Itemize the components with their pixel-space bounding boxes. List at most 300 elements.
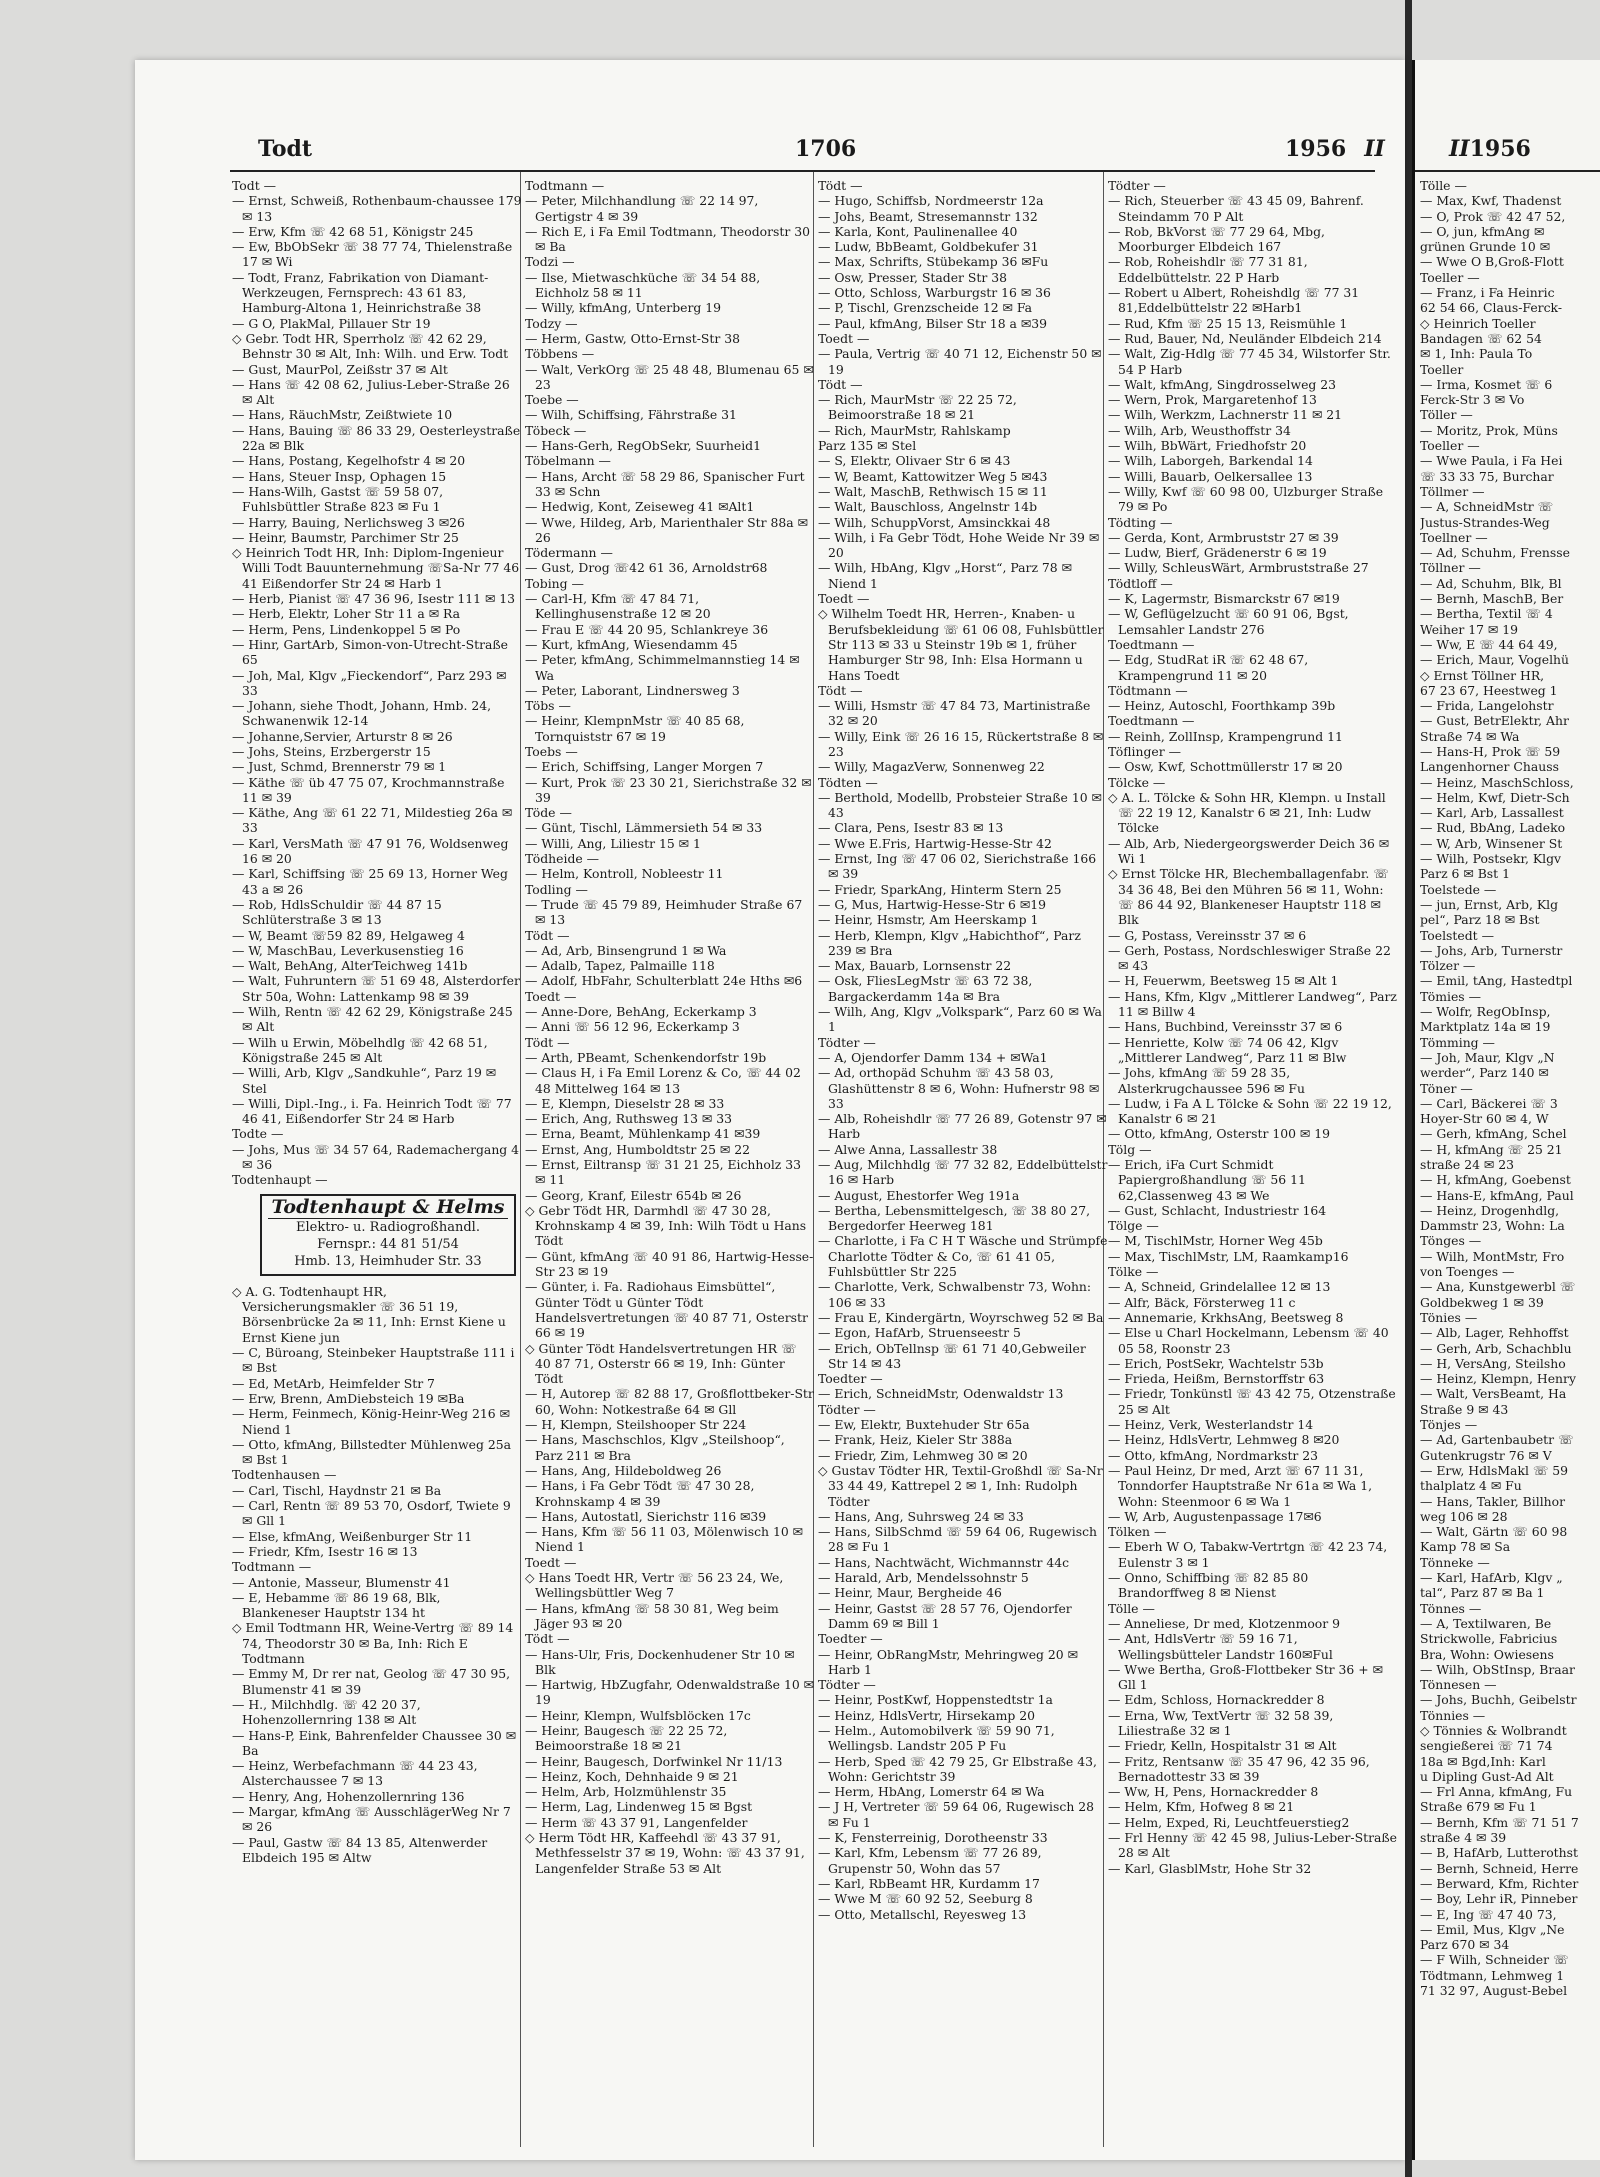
directory-entry: — Erich, PostSekr, Wachtelstr 53b [1108, 1355, 1324, 1371]
directory-entry: — Walt, Zig-Hdlg ☏ 77 45 34, Wilstorfer Str. 54 P Harb [1108, 346, 1391, 377]
directory-entry: — Ad, Schuhm, Frensse [1420, 545, 1570, 561]
directory-entry: — Ad, orthopäd Schuhm ☏ 43 58 03, Glashüttenstr 8 ✉ 6, Wohn: Hufnerstr 98 ✉ 33 [818, 1065, 1100, 1111]
surname-heading: Tönneke — [1420, 1554, 1490, 1570]
directory-entry: — Hans, Kfm, Klgv „Mittlerer Landweg“, Parz 11 ✉ Billw 4 [1108, 988, 1397, 1020]
surname-heading: Tödter — [818, 1034, 876, 1050]
directory-entry: — Anni ☏ 56 12 96, Eckerkamp 3 [525, 1019, 740, 1035]
directory-entry: — Helm, Arb, Holzmühlenstr 35 [525, 1784, 727, 1800]
directory-entry: — Wilh, Rentn ☏ 42 62 29, Königstraße 245 ✉ Alt [232, 1004, 513, 1035]
directory-entry: — Ludw, i Fa A L Tölcke & Sohn ☏ 22 19 12, Kanalstr 6 ✉ 21 [1108, 1095, 1392, 1127]
directory-entry: — Ww, H, Pens, Hornackredder 8 [1108, 1784, 1319, 1800]
directory-entry: — Hans, i Fa Gebr Tödt ☏ 47 30 28, Krohnskamp 4 ✉ 39 [525, 1478, 755, 1509]
directory-entry: — Ana, Kunstgewerbl ☏ [1420, 1279, 1576, 1295]
directory-entry: — G O, PlakMal, Pillauer Str 19 [232, 315, 431, 331]
directory-entry: — A, Textilwaren, Be [1420, 1615, 1552, 1631]
directory-entry: — Hedwig, Kont, Zeiseweg 41 ✉Alt1 [525, 499, 755, 515]
directory-entry: — Berthold, Modellb, Probsteier Straße 10 ✉ 43 [818, 789, 1102, 821]
directory-entry: — Charlotte, Verk, Schwalbenstr 73, Wohn: 106 ✉ 33 [818, 1279, 1092, 1310]
directory-entry: — Ew, Elektr, Buxtehuder Str 65a [818, 1417, 1030, 1433]
directory-entry: — E, Hebamme ☏ 86 19 68, Blk, Blankeneser Hauptstr 134 ht [232, 1589, 441, 1621]
directory-entry: — Johs, Beamt, Stresemannstr 132 [818, 208, 1038, 224]
directory-entry: — Henriette, Kolw ☏ 74 06 42, Klgv „Mittlerer Landweg“, Parz 11 ✉ Blw [1108, 1034, 1347, 1065]
directory-entry: — Helm., Automobilverk ☏ 59 90 71, Wellingsb. Landstr 205 P Fu [818, 1722, 1055, 1754]
next-header-rule [1415, 170, 1600, 172]
directory-entry: — Anne-Dore, BehAng, Eckerkamp 3 [525, 1004, 757, 1020]
directory-entry: — Willy, kfmAng, Unterberg 19 [525, 300, 722, 316]
directory-entry: — H, Autorep ☏ 82 88 17, Großflottbeker-Str 60, Wohn: Notkestraße 64 ✉ Gll [525, 1386, 814, 1417]
directory-entry: — Heinz, HdlsVertr, Hirsekamp 20 [818, 1707, 1036, 1723]
surname-heading: Töller — [1420, 407, 1473, 423]
directory-entry: — E, Klempn, Dieselstr 28 ✉ 33 [525, 1095, 725, 1111]
directory-entry: ◇ A. G. Todtenhaupt HR, Versicherungsmakler ☏ 36 51 19, Börsenbrücke 2a ✉ 11, Inh: Ernst Kiene u Ernst Kiene jun [232, 1283, 506, 1345]
surname-heading: Tödtmann, Lehmweg 1 [1420, 1967, 1565, 1983]
directory-entry: — Erna, Beamt, Mühlenkamp 41 ✉39 [525, 1126, 761, 1142]
directory-column-4 [1108, 178, 1398, 1876]
advertisement-phone: Fernspr.: 44 81 51/54 [317, 1236, 459, 1252]
surname-heading: Tönjes — [1420, 1417, 1478, 1433]
directory-entry: ◇ Ernst Tölcke HR, Blechemballagenfabr. ☏ 34 36 48, Bei den Mühren 56 ✉ 11, Wohn: ☏ 86 44 92, Blankeneser Hauptstr 118 ✉ Blk [1108, 866, 1389, 928]
surname-heading: Todtmann — [525, 178, 605, 193]
directory-entry: — Wwe Paula, i Fa Hei [1420, 453, 1563, 469]
directory-entry: ◇ Herm Tödt HR, Kaffeehdl ☏ 43 37 91, Methfesselstr 37 ✉ 19, Wohn: ☏ 43 37 91, Langenfelder Straße 53 ✉ Alt [525, 1830, 805, 1876]
surname-heading: Tödter — [818, 1677, 876, 1693]
directory-entry: — Wilh, Postsekr, Klgv [1420, 851, 1562, 867]
directory-entry: — Helm, Kfm, Hofweg 8 ✉ 21 [1108, 1799, 1295, 1815]
surname-heading: 18a ✉ Bgd,Inh: Karl [1420, 1753, 1546, 1769]
directory-entry: — H, Klempn, Steilshooper Str 224 [525, 1417, 747, 1433]
surname-heading: Todtenhaupt — [232, 1172, 328, 1188]
directory-entry: — Carl, Bäckerei ☏ 3 [1420, 1095, 1558, 1111]
directory-entry: — Johs, Mus ☏ 34 57 64, Rademachergang 4 ✉ 36 [232, 1141, 520, 1172]
directory-entry: — Hans, Takler, Billhor [1420, 1493, 1566, 1509]
directory-entry: — H, Feuerwm, Beetsweg 15 ✉ Alt 1 [1108, 973, 1339, 989]
directory-entry: — Günter, i. Fa. Radiohaus Eimsbüttel“, Günter Tödt u Günter Tödt Handelsvertretungen ☏ 40 87 71, Osterstr 66 ✉ 19 [525, 1279, 808, 1341]
directory-entry: — Clara, Pens, Isestr 83 ✉ 13 [818, 820, 1004, 836]
directory-entry: — Kurt, kfmAng, Wiesendamm 45 [525, 636, 738, 652]
directory-column-1 [232, 178, 522, 1865]
directory-entry: — Henry, Ang, Hohenzollernring 136 [232, 1788, 465, 1804]
directory-entry: — Gust, MaurPol, Zeißstr 37 ✉ Alt [232, 361, 448, 377]
surname-heading: Toelstedt — [1420, 927, 1494, 943]
directory-entry: — Paul Heinz, Dr med, Arzt ☏ 67 11 31, Tonndorfer Hauptstraße Nr 61a ✉ Wa 1, Wohn: Steenmoor 6 ✉ Wa 1 [1108, 1462, 1373, 1509]
header-rule [230, 170, 1375, 172]
directory-entry: — Heinz, Autoschl, Foorthkamp 39b [1108, 698, 1336, 714]
directory-entry: — Gerh, kfmAng, Schel [1420, 1126, 1567, 1142]
directory-entry: — K, Lagermstr, Bismarckstr 67 ✉19 [1108, 591, 1340, 607]
surname-heading: Toedter — [818, 1371, 883, 1387]
directory-entry: — Wilh, HbAng, Klgv „Horst“, Parz 78 ✉ Niend 1 [818, 560, 1072, 591]
directory-entry: — Ludw, Bierf, Grädenerstr 6 ✉ 19 [1108, 545, 1327, 561]
directory-entry: — W, Beamt, Kattowitzer Weg 5 ✉43 [818, 468, 1048, 484]
page-header-name: Todt [258, 136, 313, 162]
directory-entry: — Antonie, Masseur, Blumenstr 41 [232, 1574, 451, 1590]
surname-heading: Tömies — [1420, 988, 1481, 1004]
directory-entry: — Walt, VersBeamt, Ha [1420, 1386, 1567, 1402]
directory-entry: — Hans, kfmAng ☏ 58 30 81, Weg beim Jäger 93 ✉ 20 [525, 1600, 779, 1631]
directory-entry: ◇ Gustav Tödter HR, Textil-Großhdl ☏ Sa-Nr 33 44 49, Kattrepel 2 ✉ 1, Inh: Rudolph Tödter [818, 1462, 1103, 1509]
surname-heading: Tölcke — [1108, 774, 1166, 790]
directory-entry: — Anneliese, Dr med, Klotzenmoor 9 [1108, 1615, 1340, 1631]
directory-entry: — Arth, PBeamt, Schenkendorfstr 19b [525, 1049, 767, 1065]
directory-entry: — Carl, Rentn ☏ 89 53 70, Osdorf, Twiete 9 ✉ Gll 1 [232, 1498, 511, 1529]
directory-entry: — Heinr, KlempnMstr ☏ 40 85 68, Tornquiststr 67 ✉ 19 [525, 713, 745, 744]
directory-entry: — H., Milchhdlg. ☏ 42 20 37, Hohenzollernring 138 ✉ Alt [232, 1696, 421, 1728]
directory-entry: — Wilh, Arb, Weusthoffstr 34 [1108, 422, 1291, 438]
surname-heading: Tölle — [1108, 1600, 1155, 1616]
directory-entry: — Rud, BbAng, Ladeko [1420, 820, 1566, 836]
directory-entry: — Günt, kfmAng ☏ 40 91 86, Hartwig-Hesse-Str 23 ✉ 19 [525, 1248, 814, 1280]
directory-entry: ◇ Emil Todtmann HR, Weine-Vertrg ☏ 89 14 74, Theodorstr 30 ✉ Ba, Inh: Rich E Todtmann [232, 1620, 514, 1667]
surname-heading: Töbs — [525, 698, 571, 714]
directory-entry: — Heinz, Verk, Westerlandstr 14 [1108, 1417, 1314, 1433]
directory-entry: — Ew, BbObSekr ☏ 38 77 74, Thielenstraße 17 ✉ Wi [232, 239, 513, 270]
surname-heading: straße 24 ✉ 23 [1420, 1157, 1514, 1172]
directory-entry: — Hans-E, kfmAng, Paul [1420, 1187, 1574, 1203]
directory-entry: — Karl, RbBeamt HR, Kurdamm 17 [818, 1875, 1040, 1891]
surname-heading: werder“, Parz 140 ✉ [1420, 1065, 1549, 1081]
directory-entry: — Gerh, Postass, Nordschleswiger Straße 22 ✉ 43 [1108, 942, 1391, 974]
surname-heading: Tölg — [1108, 1141, 1152, 1157]
surname-heading: Bandagen ☏ 62 54 [1420, 330, 1542, 346]
directory-entry: — Johs, Steins, Erzbergerstr 15 [232, 743, 431, 759]
directory-entry: — Willi, Ang, Liliestr 15 ✉ 1 [525, 835, 701, 851]
directory-entry: — Friedr, Tonkünstl ☏ 43 42 75, Otzenstraße 25 ✉ Alt [1108, 1386, 1396, 1417]
directory-entry: — Heinr, Gastst ☏ 28 57 76, Ojendorfer Damm 69 ✉ Bill 1 [818, 1600, 1072, 1631]
directory-entry: — Frau E, Kindergärtn, Woyrschweg 52 ✉ Ba [818, 1309, 1104, 1325]
surname-heading: Tödermann — [525, 545, 613, 561]
directory-entry: — Frieda, Heißm, Bernstorffstr 63 [1108, 1371, 1325, 1387]
book-gutter [1405, 0, 1412, 2177]
directory-entry: — Edm, Schloss, Hornackredder 8 [1108, 1692, 1325, 1708]
directory-entry: — Heinr, ObRangMstr, Mehringweg 20 ✉ Harb 1 [818, 1646, 1079, 1677]
directory-entry: ◇ Ernst Töllner HR, [1420, 667, 1545, 683]
directory-entry: — C, Büroang, Steinbeker Hauptstraße 111 i ✉ Bst [232, 1345, 515, 1376]
directory-entry: — Wern, Prok, Margaretenhof 13 [1108, 392, 1317, 408]
directory-entry: — Hans ☏ 42 08 62, Julius-Leber-Straße 26 ✉ Alt [232, 376, 510, 408]
surname-heading: Toelstede — [1420, 881, 1497, 897]
directory-entry: — Rob, BkVorst ☏ 77 29 64, Mbg, Moorburger Elbdeich 167 [1108, 223, 1325, 255]
surname-heading: pel“, Parz 18 ✉ Bst [1420, 912, 1540, 928]
directory-entry: — Moritz, Prok, Müns [1420, 422, 1558, 438]
surname-heading: Langenhorner Chauss [1420, 759, 1559, 775]
surname-heading: Goldbekweg 1 ✉ 39 [1420, 1294, 1544, 1310]
directory-entry: ◇ Gebr Tödt HR, Darmhdl ☏ 47 30 28, Krohnskamp 4 ✉ 39, Inh: Wilh Tödt u Hans Tödt [525, 1202, 807, 1249]
page-header-year [1285, 136, 1385, 162]
directory-entry: — Peter, Laborant, Lindnersweg 3 [525, 682, 740, 698]
directory-entry: ◇ Hans Toedt HR, Vertr ☏ 56 23 24, We, Wellingsbüttler Weg 7 [525, 1570, 784, 1601]
directory-entry: — Erich, Schiffsing, Langer Morgen 7 [525, 759, 764, 775]
directory-entry: ◇ A. L. Tölcke & Sohn HR, Klempn. u Install ☏ 22 19 12, Kanalstr 6 ✉ 21, Inh: Ludw Tölcke [1108, 789, 1386, 836]
directory-entry: — Hans, Maschschlos, Klgv „Steilshoop“, Parz 211 ✉ Bra [525, 1432, 785, 1463]
directory-entry: — Friedr, Zim, Lehmweg 30 ✉ 20 [818, 1447, 1028, 1463]
directory-entry: — Willy, Eink ☏ 26 16 15, Rückertstraße 8 ✉ 23 [818, 728, 1104, 759]
directory-entry: — Carl-H, Kfm ☏ 47 84 71, Kellinghusenstraße 12 ✉ 20 [525, 591, 711, 622]
directory-entry: — Max, Schrifts, Stübekamp 36 ✉Fu [818, 254, 1049, 270]
surname-heading: Strickwolle, Fabricius [1420, 1631, 1558, 1647]
directory-entry: — Hugo, Schiffsb, Nordmeerstr 12a [818, 193, 1044, 209]
directory-entry: — Rob, HdlsSchuldir ☏ 44 87 15 Schlüterstraße 3 ✉ 13 [232, 896, 442, 928]
surname-heading: Toedt — [818, 330, 870, 346]
surname-heading: Kamp 78 ✉ Sa [1420, 1539, 1511, 1555]
directory-entry: — Carl, Tischl, Haydnstr 21 ✉ Ba [232, 1482, 442, 1498]
directory-entry: — Erw, HdlsMakl ☏ 59 [1420, 1462, 1569, 1478]
surname-heading: Tölge — [1108, 1218, 1159, 1234]
surname-heading: thalplatz 4 ✉ Fu [1420, 1478, 1522, 1494]
directory-entry: — Ww, E ☏ 44 64 49, [1420, 636, 1558, 652]
directory-entry: — W, Arb, Augustenpassage 17✉6 [1108, 1508, 1322, 1524]
directory-entry: — Ernst, Ing ☏ 47 06 02, Sierichstraße 166 ✉ 39 [818, 851, 1097, 882]
surname-heading: Töner — [1420, 1080, 1473, 1096]
directory-entry: — Hans, Autostatl, Sierichstr 116 ✉39 [525, 1508, 767, 1524]
directory-entry: — Willy, MagazVerw, Sonnenweg 22 [818, 759, 1045, 775]
surname-heading: Gutenkrugstr 76 ✉ V [1420, 1447, 1552, 1463]
directory-entry: — W, Beamt ☏59 82 89, Helgaweg 4 [232, 927, 465, 943]
surname-heading: Justus-Strandes-Weg [1420, 514, 1550, 530]
surname-heading: u Dipling Gust-Ad Alt [1420, 1768, 1554, 1784]
directory-entry: — Hans, Ang, Hildeboldweg 26 [525, 1462, 722, 1478]
surname-heading: Parz 6 ✉ Bst 1 [1420, 866, 1510, 882]
directory-entry: — P, Tischl, Grenzscheide 12 ✉ Fa [818, 300, 1032, 316]
directory-entry: ◇ Heinrich Todt HR, Inh: Diplom-Ingenieur Willi Todt Bauunternehmung ☏Sa-Nr 77 46 41 Eißendorfer Str 24 ✉ Harb 1 [232, 545, 520, 591]
directory-entry: ◇ Günter Tödt Handelsvertretungen HR ☏ 40 87 71, Osterstr 66 ✉ 19, Inh: Günter Tödt [525, 1340, 797, 1387]
directory-entry: — Emil, Mus, Klgv „Ne [1420, 1921, 1565, 1937]
directory-entry: — Heinr, Baugesch ☏ 22 25 72, Beimoorstraße 18 ✉ 21 [525, 1722, 728, 1754]
directory-entry: — Heinz, Koch, Dehnhaide 9 ✉ 21 [525, 1768, 739, 1784]
directory-entry: — Wilh, Schiffsing, Fährstraße 31 [525, 407, 737, 423]
surname-heading: Töbelmann — [525, 453, 611, 469]
directory-entry: — Willy, Kwf ☏ 60 98 00, Ulzburger Straße 79 ✉ Po [1108, 483, 1384, 515]
surname-heading: Todtenhausen — [232, 1467, 337, 1483]
directory-entry: — Hans, RäuchMstr, Zeißtwiete 10 [232, 407, 453, 423]
surname-heading: Tölke — [1108, 1264, 1159, 1280]
directory-entry: — Karla, Kont, Paulinenallee 40 [818, 223, 1018, 239]
directory-entry: — Gust, BetrElektr, Ahr [1420, 713, 1569, 729]
directory-entry: — Johann, siehe Thodt, Johann, Hmb. 24, Schwanenwik 12-14 [232, 698, 492, 729]
directory-entry: — Wilh, Laborgeh, Barkendal 14 [1108, 453, 1313, 469]
directory-entry: — Hinr, GartArb, Simon-von-Utrecht-Straße 65 [232, 636, 508, 668]
advertisement-box [260, 1194, 516, 1276]
surname-heading: Tölken — [1108, 1524, 1167, 1540]
directory-entry: — Margar, kfmAng ☏ AusschlägerWeg Nr 7 ✉ 26 [232, 1803, 511, 1835]
directory-entry: — Egon, HafArb, Struenseestr 5 [818, 1325, 1021, 1341]
directory-entry: — Heinr, Baumstr, Parchimer Str 25 [232, 529, 459, 545]
directory-entry: — Alfr, Bäck, Försterweg 11 c [1108, 1294, 1296, 1310]
directory-entry: — W, Arb, Winsener St [1420, 835, 1563, 851]
directory-entry: — Wwe Bertha, Groß-Flottbeker Str 36 + ✉ Gll 1 [1108, 1661, 1383, 1693]
surname-heading: Marktplatz 14a ✉ 19 [1420, 1019, 1551, 1035]
directory-entry: — Max, Kwf, Thadenst [1420, 193, 1562, 209]
directory-entry: — Johs, Arb, Turnerstr [1420, 942, 1563, 958]
directory-entry: — Willy, SchleusWärt, Armbruststraße 27 [1108, 560, 1369, 576]
directory-entry: — Else u Charl Hockelmann, Lebensm ☏ 40 05 58, Roonstr 23 [1108, 1325, 1389, 1356]
directory-entry: — Harry, Bauing, Nerlichsweg 3 ✉26 [232, 514, 465, 530]
directory-entry: — Heinr, Baugesch, Dorfwinkel Nr 11/13 [525, 1753, 783, 1769]
advertisement-address: Hmb. 13, Heimhuder Str. 33 [294, 1253, 482, 1269]
directory-entry: — Todt, Franz, Fabrikation von Diamant-Werkzeugen, Fernsprech: 43 61 83, Hamburg-Altona 1, Heinrichstraße 38 [232, 269, 489, 316]
directory-entry: — W, MaschBau, Leverkusenstieg 16 [232, 942, 464, 958]
surname-heading: Toedt — [525, 1554, 577, 1570]
directory-entry: — Willi, Dipl.-Ing., i. Fa. Heinrich Todt ☏ 77 46 41, Eißendorfer Str 24 ✉ Harb [232, 1095, 512, 1127]
directory-entry: — Hans, Postang, Kegelhofstr 4 ✉ 20 [232, 453, 466, 469]
surname-heading: Toedt — [525, 988, 577, 1004]
surname-heading: Todtmann — [232, 1559, 312, 1575]
directory-entry: — Bernh, MaschB, Ber [1420, 591, 1564, 607]
surname-heading: Toeller — [1420, 438, 1480, 454]
directory-entry: — Hans-H, Prok ☏ 59 [1420, 743, 1561, 759]
surname-heading: Straße 74 ✉ Wa [1420, 728, 1520, 744]
directory-entry: — Wwe O B,Groß-Flott [1420, 254, 1564, 270]
directory-entry: — A, Ojendorfer Damm 134 + ✉Wa1 [818, 1049, 1048, 1065]
directory-entry: — Wilh, BbWärt, Friedhofstr 20 [1108, 438, 1307, 454]
directory-entry: — Hartwig, HbZugfahr, Odenwaldstraße 10 ✉ 19 [525, 1677, 815, 1708]
directory-entry: — Herb, Elektr, Loher Str 11 a ✉ Ra [232, 606, 461, 622]
surname-heading: 71 32 97, August-Bebel [1420, 1983, 1568, 1999]
directory-entry: — Max, Bauarb, Lornsenstr 22 [818, 958, 1012, 974]
directory-entry: — Herb, Klempn, Klgv „Habichthof“, Parz 239 ✉ Bra [818, 927, 1081, 958]
directory-entry: — Ernst, Ang, Humboldtstr 25 ✉ 22 [525, 1141, 751, 1157]
directory-entry: — Edg, StudRat iR ☏ 62 48 67, Krampengrund 11 ✉ 20 [1108, 652, 1309, 683]
directory-entry: — Otto, kfmAng, Nordmarkstr 23 [1108, 1447, 1319, 1463]
directory-entry: — Else, kfmAng, Weißenburger Str 11 [232, 1528, 473, 1544]
directory-entry: — Onno, Schiffbing ☏ 82 85 80 Brandorffweg 8 ✉ Nienst [1108, 1570, 1309, 1601]
directory-entry: — Friedr, SparkAng, Hinterm Stern 25 [818, 881, 1062, 897]
directory-entry: — Hans, Ang, Suhrsweg 24 ✉ 33 [818, 1508, 1024, 1524]
directory-entry: — Walt, Bauschloss, Angelnstr 14b [818, 499, 1037, 515]
surname-heading: Töbeck — [525, 422, 587, 438]
directory-entry: — Eberh W O, Tabakw-Vertrtgn ☏ 42 23 74, Eulenstr 3 ✉ 1 [1108, 1539, 1388, 1570]
directory-entry: — Otto, Schloss, Warburgstr 16 ✉ 36 [818, 285, 1051, 301]
directory-entry: — Herb, Pianist ☏ 47 36 96, Isestr 111 ✉ 13 [232, 591, 516, 607]
surname-heading: Toedt — [818, 591, 870, 607]
directory-entry: — Bertha, Textil ☏ 4 [1420, 606, 1553, 622]
directory-entry: — Peter, kfmAng, Schimmelmannstieg 14 ✉ Wa [525, 652, 800, 683]
directory-entry: — Willi, Arb, Klgv „Sandkuhle“, Parz 19 ✉ Stel [232, 1065, 497, 1096]
next-year-text: 1956 [1469, 136, 1531, 162]
surname-heading: Tölle — [1420, 178, 1467, 193]
directory-entry: — Hans-Wilh, Gastst ☏ 59 58 07, Fuhlsbüttler Straße 823 ✉ Fu 1 [232, 483, 444, 515]
surname-heading: Toedter — [818, 1631, 883, 1647]
directory-entry: — Heinz, Werbefachmann ☏ 44 23 43, Alsterchaussee 7 ✉ 13 [232, 1758, 478, 1789]
next-volume-mark: II [1449, 136, 1470, 162]
directory-entry: — Erich, Ang, Ruthsweg 13 ✉ 33 [525, 1111, 733, 1127]
directory-entry: ◇ Tönnies & Wolbrandt [1420, 1722, 1567, 1738]
directory-entry: — B, HafArb, Lutterothst [1420, 1845, 1578, 1861]
directory-entry: — Heinz, MaschSchloss, [1420, 774, 1574, 790]
directory-entry: — Wilh u Erwin, Möbelhdlg ☏ 42 68 51, Königstraße 245 ✉ Alt [232, 1034, 488, 1065]
directory-entry: — Heinz, Drogenhdlg, [1420, 1202, 1560, 1218]
directory-entry: — Rich, Steuerber ☏ 43 45 09, Bahrenf. Steindamm 70 P Alt [1108, 193, 1364, 224]
directory-entry: — Walt, VerkOrg ☏ 25 48 48, Blumenau 65 ✉ 23 [525, 361, 814, 392]
surname-heading: Tönnesen — [1420, 1677, 1497, 1693]
directory-entry: — Herm, Gastw, Otto-Ernst-Str 38 [525, 330, 740, 346]
surname-heading: Dammstr 23, Wohn: La [1420, 1218, 1565, 1234]
surname-heading: Ferck-Str 3 ✉ Vo [1420, 392, 1525, 408]
directory-entry: — Walt, Fuhruntern ☏ 51 69 48, Alsterdorfer Str 50a, Wohn: Lattenkamp 98 ✉ 39 [232, 973, 520, 1004]
surname-heading: Töflinger — [1108, 743, 1181, 759]
directory-entry: — Max, TischlMstr, LM, Raamkamp16 [1108, 1248, 1349, 1264]
directory-entry: — Wwe E.Fris, Hartwig-Hesse-Str 42 [818, 835, 1052, 851]
directory-entry: — Osw, Kwf, Schottmüllerstr 17 ✉ 20 [1108, 759, 1343, 775]
surname-heading: Straße 679 ✉ Fu 1 [1420, 1799, 1537, 1815]
directory-entry: — Wilh, i Fa Gebr Tödt, Hohe Weide Nr 39 ✉ 20 [818, 529, 1100, 561]
directory-entry: — O, Prok ☏ 42 47 52, [1420, 208, 1566, 224]
surname-heading: Toebs — [525, 743, 578, 759]
directory-entry: — Johanne,Servier, Arturstr 8 ✉ 26 [232, 728, 453, 744]
surname-heading: Tödter — [818, 1401, 876, 1417]
surname-heading: Todzi — [525, 254, 575, 270]
directory-entry: — Ernst, Schweiß, Rothenbaum-chaussee 179 ✉ 13 [232, 193, 522, 224]
directory-entry: — Heinr, Klempn, Wulfsblöcken 17c [525, 1707, 751, 1723]
directory-entry: — Hans, Nachtwächt, Wichmannstr 44c [818, 1554, 1070, 1570]
directory-entry: — Walt, MaschB, Rethwisch 15 ✉ 11 [818, 483, 1048, 499]
surname-heading: von Toenges — [1420, 1264, 1515, 1280]
surname-heading: weg 106 ✉ 28 [1420, 1508, 1508, 1524]
directory-entry: — M, TischlMstr, Horner Weg 45b [1108, 1233, 1323, 1249]
directory-entry: — Ad, Schuhm, Blk, Bl [1420, 575, 1562, 591]
surname-heading: Tödt — [525, 1034, 570, 1050]
surname-heading: Tobing — [525, 575, 584, 591]
directory-entry: — Gerh, Arb, Schachblu [1420, 1340, 1572, 1356]
directory-entry: — Bertha, Lebensmittelgesch, ☏ 38 80 27, Bergedorfer Heerweg 181 [818, 1202, 1091, 1234]
directory-entry: — Reinh, ZollInsp, Krampengrund 11 [1108, 728, 1343, 744]
directory-entry: — Hans, SilbSchmd ☏ 59 64 06, Rugewisch 28 ✉ Fu 1 [818, 1524, 1098, 1555]
directory-entry: — Claus H, i Fa Emil Lorenz & Co, ☏ 44 02 48 Mittelweg 164 ✉ 13 [525, 1065, 801, 1096]
surname-heading: straße 4 ✉ 39 [1420, 1830, 1507, 1846]
surname-heading: Tödheide — [525, 851, 600, 867]
directory-entry: — Walt, BehAng, AlterTeichweg 141b [232, 958, 468, 974]
directory-entry: — Otto, Metallschl, Reyesweg 13 [818, 1906, 1027, 1922]
directory-entry: — Ludw, BbBeamt, Goldbekufer 31 [818, 239, 1039, 255]
surname-heading: Todt — [232, 178, 277, 193]
surname-heading: Straße 9 ✉ 43 [1420, 1401, 1509, 1417]
directory-entry: — Rud, Bauer, Nd, Neuländer Elbdeich 214 [1108, 330, 1382, 346]
surname-heading: Tödt — [525, 927, 570, 943]
directory-entry: — Herm, Feinmech, König-Heinr-Weg 216 ✉ Niend 1 [232, 1406, 510, 1437]
directory-entry: — Herb, Sped ☏ 42 79 25, Gr Elbstraße 43, Wohn: Gerichtstr 39 [818, 1753, 1097, 1784]
directory-entry: — Walt, kfmAng, Singdrosselweg 23 [1108, 376, 1337, 392]
page-number: 1706 [795, 136, 857, 162]
directory-entry: — Erich, SchneidMstr, Odenwaldstr 13 [818, 1386, 1064, 1402]
directory-entry: — Heinr, Hsmstr, Am Heerskamp 1 [818, 912, 1039, 928]
directory-entry: — H, kfmAng, Goebenst [1420, 1172, 1571, 1188]
directory-entry: — Hans-P, Eink, Bahrenfelder Chaussee 30 ✉ Ba [232, 1727, 517, 1758]
surname-heading: Weiher 17 ✉ 19 [1420, 621, 1518, 637]
directory-entry: — Rud, Kfm ☏ 25 15 13, Reismühle 1 [1108, 315, 1348, 331]
surname-heading: Todling — [525, 881, 588, 897]
directory-entry: — Wilh, SchuppVorst, Amsinckkai 48 [818, 514, 1051, 530]
directory-entry: — Hans, Archt ☏ 58 29 86, Spanischer Furt 33 ✉ Schn [525, 468, 805, 499]
directory-entry: — G, Postass, Vereinsstr 37 ✉ 6 [1108, 927, 1307, 943]
directory-entry: — Emil, tAng, Hastedtpl [1420, 973, 1573, 989]
directory-entry: — Günt, Tischl, Lämmersieth 54 ✉ 33 [525, 820, 763, 836]
surname-heading: Toebe — [525, 392, 579, 408]
directory-entry: ◇ Heinrich Toeller [1420, 315, 1536, 331]
directory-entry: — Joh, Mal, Klgv „Fieckendorf“, Parz 293 ✉ 33 [232, 667, 507, 698]
surname-heading: Tödting — [1108, 514, 1173, 530]
surname-heading: Tödten — [818, 774, 878, 790]
surname-heading: Töde — [525, 805, 572, 821]
directory-entry: — Fritz, Rentsanw ☏ 35 47 96, 42 35 96, Bernadottestr 33 ✉ 39 [1108, 1753, 1370, 1784]
directory-entry: — Frl Henny ☏ 42 45 98, Julius-Leber-Straße 28 ✉ Alt [1108, 1830, 1397, 1861]
directory-entry: — Paul, kfmAng, Bilser Str 18 a ✉39 [818, 315, 1047, 331]
surname-heading: Tödtloff — [1108, 575, 1173, 591]
directory-entry: — Boy, Lehr iR, Pinneber [1420, 1891, 1578, 1907]
surname-heading: Tödter — [1108, 178, 1166, 193]
directory-entry: — H, VersAng, Steilsho [1420, 1355, 1566, 1371]
directory-entry: — Johs, kfmAng ☏ 59 28 35, Alsterkrugchaussee 596 ✉ Fu [1108, 1065, 1305, 1096]
directory-entry: — Wilh, ObStInsp, Braar [1420, 1661, 1575, 1677]
directory-entry: — Rob, Roheishdlr ☏ 77 31 81, Eddelbüttelstr. 22 P Harb [1108, 254, 1308, 285]
